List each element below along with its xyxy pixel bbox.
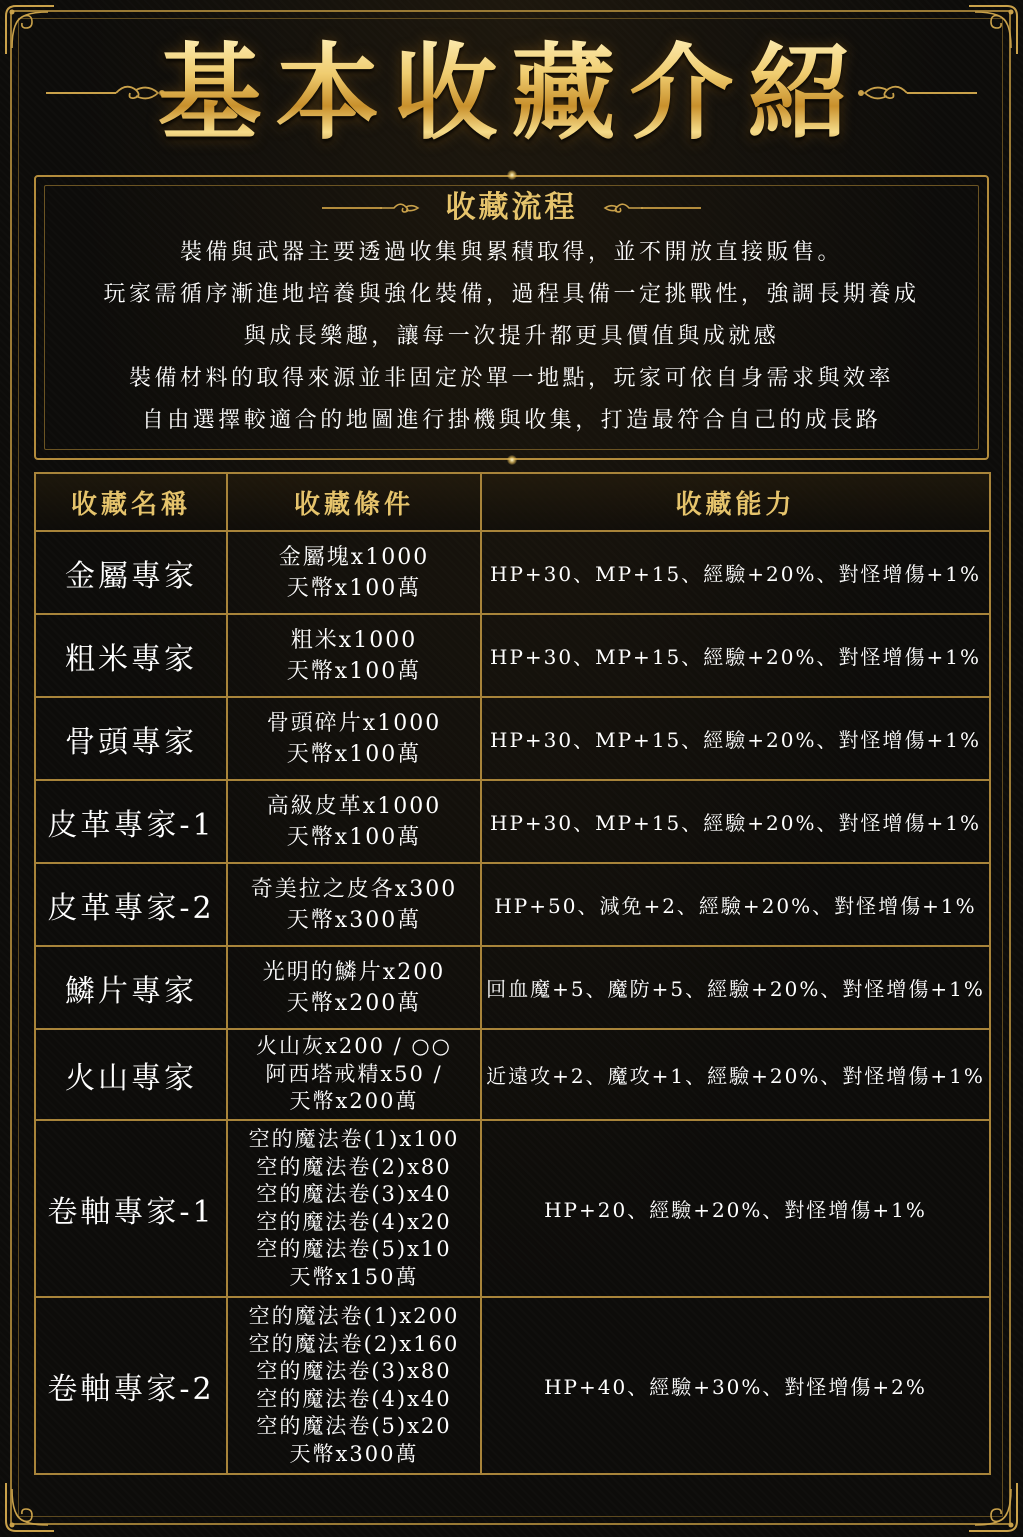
collection-name: 粗米專家 [35, 614, 227, 697]
collection-name: 鱗片專家 [35, 946, 227, 1029]
table-row [35, 863, 990, 946]
condition-item: 天幣x100萬 [286, 741, 422, 767]
table-header-row [35, 473, 990, 531]
process-line: 裝備與武器主要透過收集與累積取得，並不開放直接販售。 [179, 240, 843, 265]
collection-name: 骨頭專家 [35, 697, 227, 780]
condition-item: 空的魔法卷(3)x40 [256, 1182, 452, 1206]
header-ability: 收藏能力 [481, 473, 990, 531]
collection-name: 卷軸專家-2 [35, 1297, 227, 1474]
collection-conditions [227, 946, 481, 1029]
table-row [35, 531, 990, 614]
table-row [35, 1029, 990, 1120]
collection-name: 火山專家 [35, 1029, 227, 1120]
collection-ability: HP+30、MP+15、經驗+20%、對怪增傷+1% [481, 531, 990, 614]
condition-item: 粗米x1000 [290, 627, 418, 653]
condition-item: 空的魔法卷(1)x100 [248, 1127, 460, 1151]
condition-item: 空的魔法卷(5)x10 [256, 1237, 452, 1261]
collection-conditions [227, 1297, 481, 1474]
condition-item: 空的魔法卷(4)x20 [256, 1209, 452, 1234]
condition-item: 阿西塔戒精x50 / [265, 1061, 443, 1086]
collection-ability: HP+30、MP+15、經驗+20%、對怪增傷+1% [481, 697, 990, 780]
collection-name: 金屬專家 [35, 531, 227, 614]
condition-item: 奇美拉之皮各x300 [250, 876, 458, 902]
process-line: 裝備材料的取得來源並非固定於單一地點，玩家可依自身需求與效率 [128, 366, 894, 391]
process-line: 玩家需循序漸進地培養與強化裝備，過程具備一定挑戰性，強調長期養成 [103, 282, 920, 307]
condition-item: 天幣x100萬 [286, 824, 422, 850]
process-description [40, 232, 983, 442]
table-row [35, 946, 990, 1029]
table-row [35, 1120, 990, 1297]
collection-conditions [227, 531, 481, 614]
condition-item: 金屬塊x1000 [278, 544, 430, 570]
process-line: 自由選擇較適合的地圖進行掛機與收集，打造最符合自己的成長路 [141, 408, 882, 433]
collection-conditions [227, 1120, 481, 1297]
collection-name: 皮革專家-1 [35, 780, 227, 863]
condition-item: 天幣x150萬 [289, 1264, 419, 1289]
collection-conditions [227, 697, 481, 780]
condition-item: 天幣x100萬 [286, 658, 422, 684]
collection-ability: HP+30、MP+15、經驗+20%、對怪增傷+1% [481, 614, 990, 697]
condition-item: 光明的鱗片x200 [262, 959, 446, 985]
header-name: 收藏名稱 [35, 473, 227, 531]
condition-item: 骨頭碎片x1000 [266, 710, 442, 736]
condition-item: 空的魔法卷(1)x200 [248, 1304, 460, 1328]
table-row [35, 697, 990, 780]
condition-item: 空的魔法卷(2)x80 [256, 1154, 452, 1179]
collection-ability: 近遠攻+2、魔攻+1、經驗+20%、對怪增傷+1% [481, 1029, 990, 1120]
collection-ability: HP+30、MP+15、經驗+20%、對怪增傷+1% [481, 780, 990, 863]
condition-item: 天幣x200萬 [289, 1089, 419, 1114]
collection-name: 卷軸專家-1 [35, 1120, 227, 1297]
process-heading: 收藏流程 [445, 190, 578, 225]
sparkle-icon [507, 455, 517, 465]
collection-ability: HP+20、經驗+20%、對怪增傷+1% [481, 1120, 990, 1297]
table-row [35, 614, 990, 697]
collection-conditions [227, 614, 481, 697]
collection-ability: 回血魔+5、魔防+5、經驗+20%、對怪增傷+1% [481, 946, 990, 1029]
collection-ability: HP+50、減免+2、經驗+20%、對怪增傷+1% [481, 863, 990, 946]
condition-item: 空的魔法卷(4)x40 [256, 1386, 452, 1411]
table-row [35, 780, 990, 863]
collection-ability: HP+40、經驗+30%、對怪增傷+2% [481, 1297, 990, 1474]
collection-conditions [227, 1029, 481, 1120]
collection-table [34, 472, 991, 1475]
collection-conditions [227, 863, 481, 946]
process-line: 與成長樂趣，讓每一次提升都更具價值與成就感 [243, 324, 780, 349]
condition-item: 天幣x200萬 [286, 990, 422, 1016]
page-title: 基本收藏介紹 [0, 28, 1023, 158]
corner-ornament-icon [965, 1479, 1021, 1535]
header-conditions: 收藏條件 [227, 473, 481, 531]
condition-item: 火山灰x200 / ○○ [256, 1034, 452, 1059]
corner-ornament-icon [2, 1479, 58, 1535]
condition-item: 天幣x300萬 [286, 907, 422, 933]
condition-item: 天幣x300萬 [289, 1441, 419, 1466]
condition-item: 天幣x100萬 [286, 575, 422, 601]
sparkle-icon [507, 170, 517, 180]
collection-name: 皮革專家-2 [35, 863, 227, 946]
condition-item: 空的魔法卷(2)x160 [248, 1331, 460, 1356]
collection-conditions [227, 780, 481, 863]
table-row [35, 1297, 990, 1474]
condition-item: 空的魔法卷(3)x80 [256, 1359, 452, 1383]
condition-item: 空的魔法卷(5)x20 [256, 1414, 452, 1438]
condition-item: 高級皮革x1000 [266, 793, 442, 819]
